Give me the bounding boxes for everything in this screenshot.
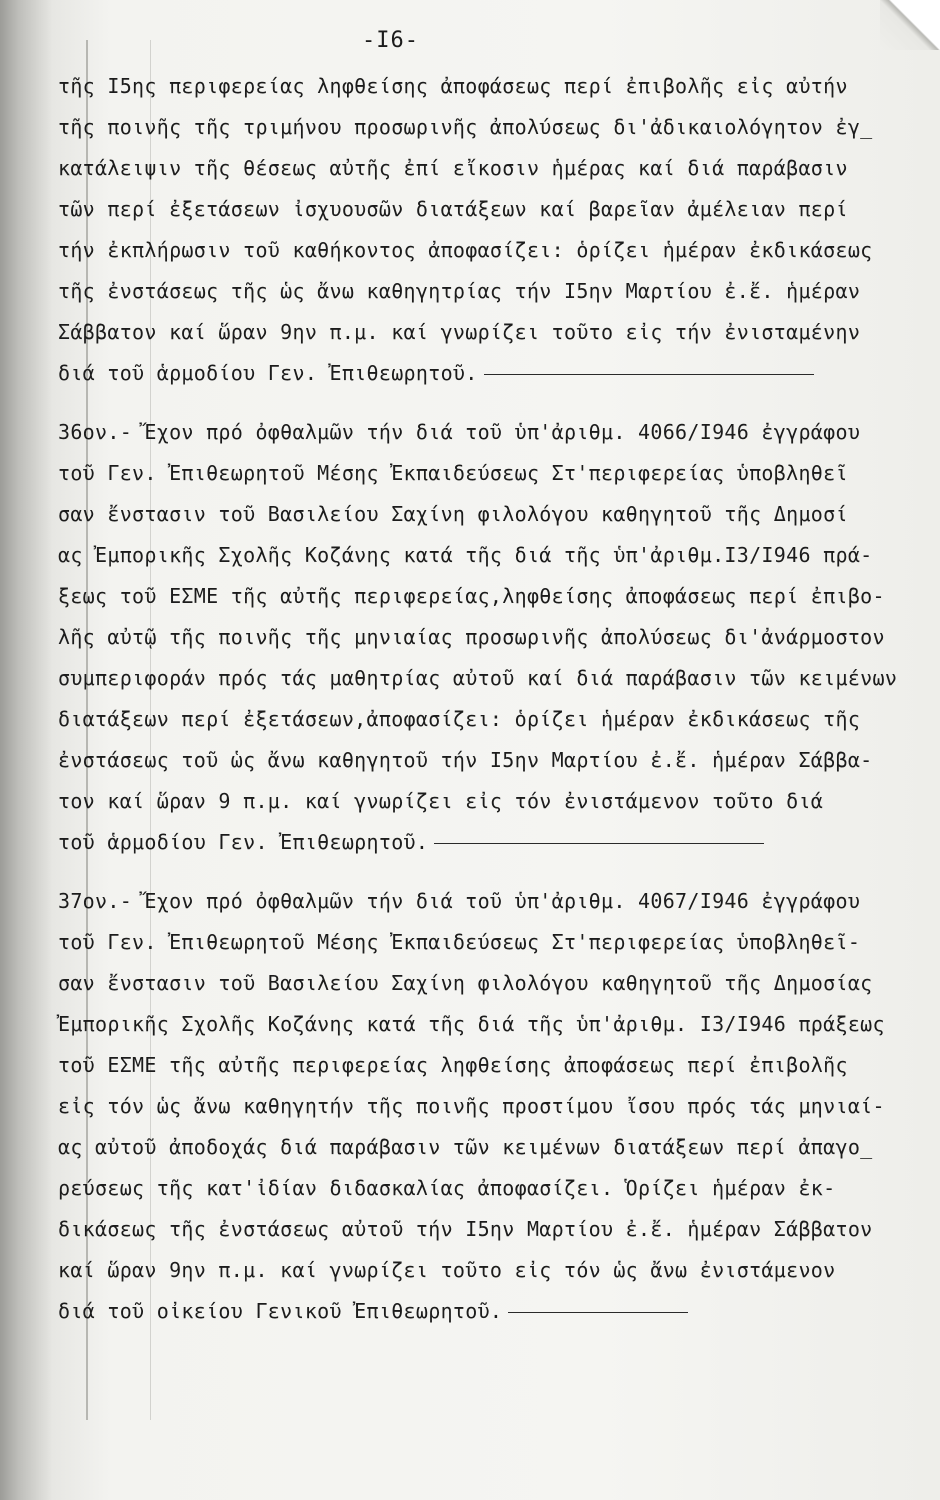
- closing-text: διά τοῦ οἰκείου Γενικοῦ Ἐπιθεωρητοῦ.: [58, 1299, 503, 1323]
- text-line: ἐνστάσεως τοῦ ὡς ἄνω καθηγητοῦ τήν I5ην Μαρτίου ἐ.ἔ. ἡμέραν Σάββα-: [58, 748, 873, 772]
- text-line: σαν ἔνστασιν τοῦ Βασιλείου Σαχίνη φιλολόγου καθηγητοῦ τῆς Δημοσίας: [58, 971, 873, 995]
- text-line: τῆς I5ης περιφερείας ληφθείσης ἀποφάσεως περί ἐπιβολῆς εἰς αὐτήν: [58, 74, 848, 98]
- text-line: 37ον.- Ἔχον πρό ὀφθαλμῶν τήν διά τοῦ ὑπ'ἀριθμ. 4067/I946 ἐγγράφου: [58, 889, 861, 913]
- closing-rule: [434, 843, 764, 844]
- text-line: ρεύσεως τῆς κατ'ἰδίαν διδασκαλίας ἀποφασίζει. Ὁρίζει ἡμέραν ἐκ-: [58, 1176, 836, 1200]
- text-line: τοῦ ΕΣΜΕ τῆς αὐτῆς περιφερείας ληφθείσης ἀποφάσεως περί ἐπιβολῆς: [58, 1053, 848, 1077]
- text-line: τῆς ποινῆς τῆς τριμήνου προσωρινῆς ἀπολύσεως δι'ἀδικαιολόγητον ἐγ_: [58, 115, 873, 139]
- text-line-last: [58, 353, 918, 394]
- text-line: λῆς αὐτῷ τῆς ποινῆς τῆς μηνιαίας προσωρινῆς ἀπολύσεως δι'ἀνάρμοστον: [58, 625, 885, 649]
- text-line: διατάξεων περί ἐξετάσεων,ἀποφασίζει: ὁρίζει ἡμέραν ἐκδικάσεως τῆς: [58, 707, 861, 731]
- closing-text: διά τοῦ ἁρμοδίου Γεν. Ἐπιθεωρητοῦ.: [58, 361, 478, 385]
- text-line-last: [58, 822, 918, 863]
- text-line: 36ον.- Ἔχον πρό ὀφθαλμῶν τήν διά τοῦ ὑπ'ἀριθμ. 4066/I946 ἐγγράφου: [58, 420, 861, 444]
- closing-text: τοῦ ἁρμοδίου Γεν. Ἐπιθεωρητοῦ.: [58, 830, 429, 854]
- text-line: τον καί ὥραν 9 π.μ. καί γνωρίζει εἰς τόν ἐνιστάμενον τοῦτο διά: [58, 789, 824, 813]
- section-35: [58, 66, 918, 394]
- closing-rule: [484, 374, 814, 375]
- text-line: Σάββατον καί ὥραν 9ην π.μ. καί γνωρίζει τοῦτο εἰς τήν ἐνισταμένην: [58, 320, 861, 344]
- text-line-last: [58, 1291, 918, 1332]
- text-line: ας αὐτοῦ ἀποδοχάς διά παράβασιν τῶν κειμένων διατάξεων περί ἀπαγο_: [58, 1135, 873, 1159]
- text-line: συμπεριφοράν πρός τάς μαθητρίας αὐτοῦ καί διά παράβασιν τῶν κειμένων: [58, 666, 898, 690]
- text-line: καί ὥραν 9ην π.μ. καί γνωρίζει τοῦτο εἰς τόν ὡς ἄνω ἐνιστάμενον: [58, 1258, 836, 1282]
- text-line: τήν ἐκπλήρωσιν τοῦ καθήκοντος ἀποφασίζει: ὁρίζει ἡμέραν ἐκδικάσεως: [58, 238, 873, 262]
- text-line: δικάσεως τῆς ἐνστάσεως αὐτοῦ τήν I5ην Μαρτίου ἐ.ἔ. ἡμέραν Σάββατον: [58, 1217, 873, 1241]
- text-line: κατάλειψιν τῆς θέσεως αὐτῆς ἐπί εἴκοσιν ἡμέρας καί διά παράβασιν: [58, 156, 848, 180]
- text-line: εἰς τόν ὡς ἄνω καθηγητήν τῆς ποινῆς προστίμου ἴσου πρός τάς μηνιαί-: [58, 1094, 885, 1118]
- text-line: τῶν περί ἐξετάσεων ἰσχυουσῶν διατάξεων καί βαρεῖαν ἀμέλειαν περί: [58, 197, 848, 221]
- section-gap: [58, 394, 918, 412]
- document-body: [58, 66, 918, 1332]
- closing-rule: [508, 1312, 688, 1313]
- page-number: -I6-: [362, 28, 419, 53]
- text-line: σαν ἔνστασιν τοῦ Βασιλείου Σαχίνη φιλολόγου καθηγητοῦ τῆς Δημοσί: [58, 502, 848, 526]
- text-line: Ἐμπορικῆς Σχολῆς Κοζάνης κατά τῆς διά τῆς ὑπ'ἀριθμ. I3/I946 πράξεως: [58, 1012, 885, 1036]
- text-line: τοῦ Γεν. Ἐπιθεωρητοῦ Μέσης Ἐκπαιδεύσεως Στ'περιφερείας ὑποβληθεῖ-: [58, 930, 861, 954]
- folded-corner: [880, 0, 940, 50]
- section-gap: [58, 863, 918, 881]
- text-line: τοῦ Γεν. Ἐπιθεωρητοῦ Μέσης Ἐκπαιδεύσεως Στ'περιφερείας ὑποβληθεῖ: [58, 461, 848, 485]
- binding-shadow: [0, 0, 52, 1500]
- text-line: τῆς ἐνστάσεως τῆς ὡς ἄνω καθηγητρίας τήν I5ην Μαρτίου ἐ.ἔ. ἡμέραν: [58, 279, 861, 303]
- text-line: ας Ἐμπορικῆς Σχολῆς Κοζάνης κατά τῆς διά τῆς ὑπ'ἀριθμ.I3/I946 πρά-: [58, 543, 873, 567]
- section-37: [58, 881, 918, 1332]
- section-36: [58, 412, 918, 863]
- text-line: ξεως τοῦ ΕΣΜΕ τῆς αὐτῆς περιφερείας,ληφθείσης ἀποφάσεως περί ἐπιβο-: [58, 584, 885, 608]
